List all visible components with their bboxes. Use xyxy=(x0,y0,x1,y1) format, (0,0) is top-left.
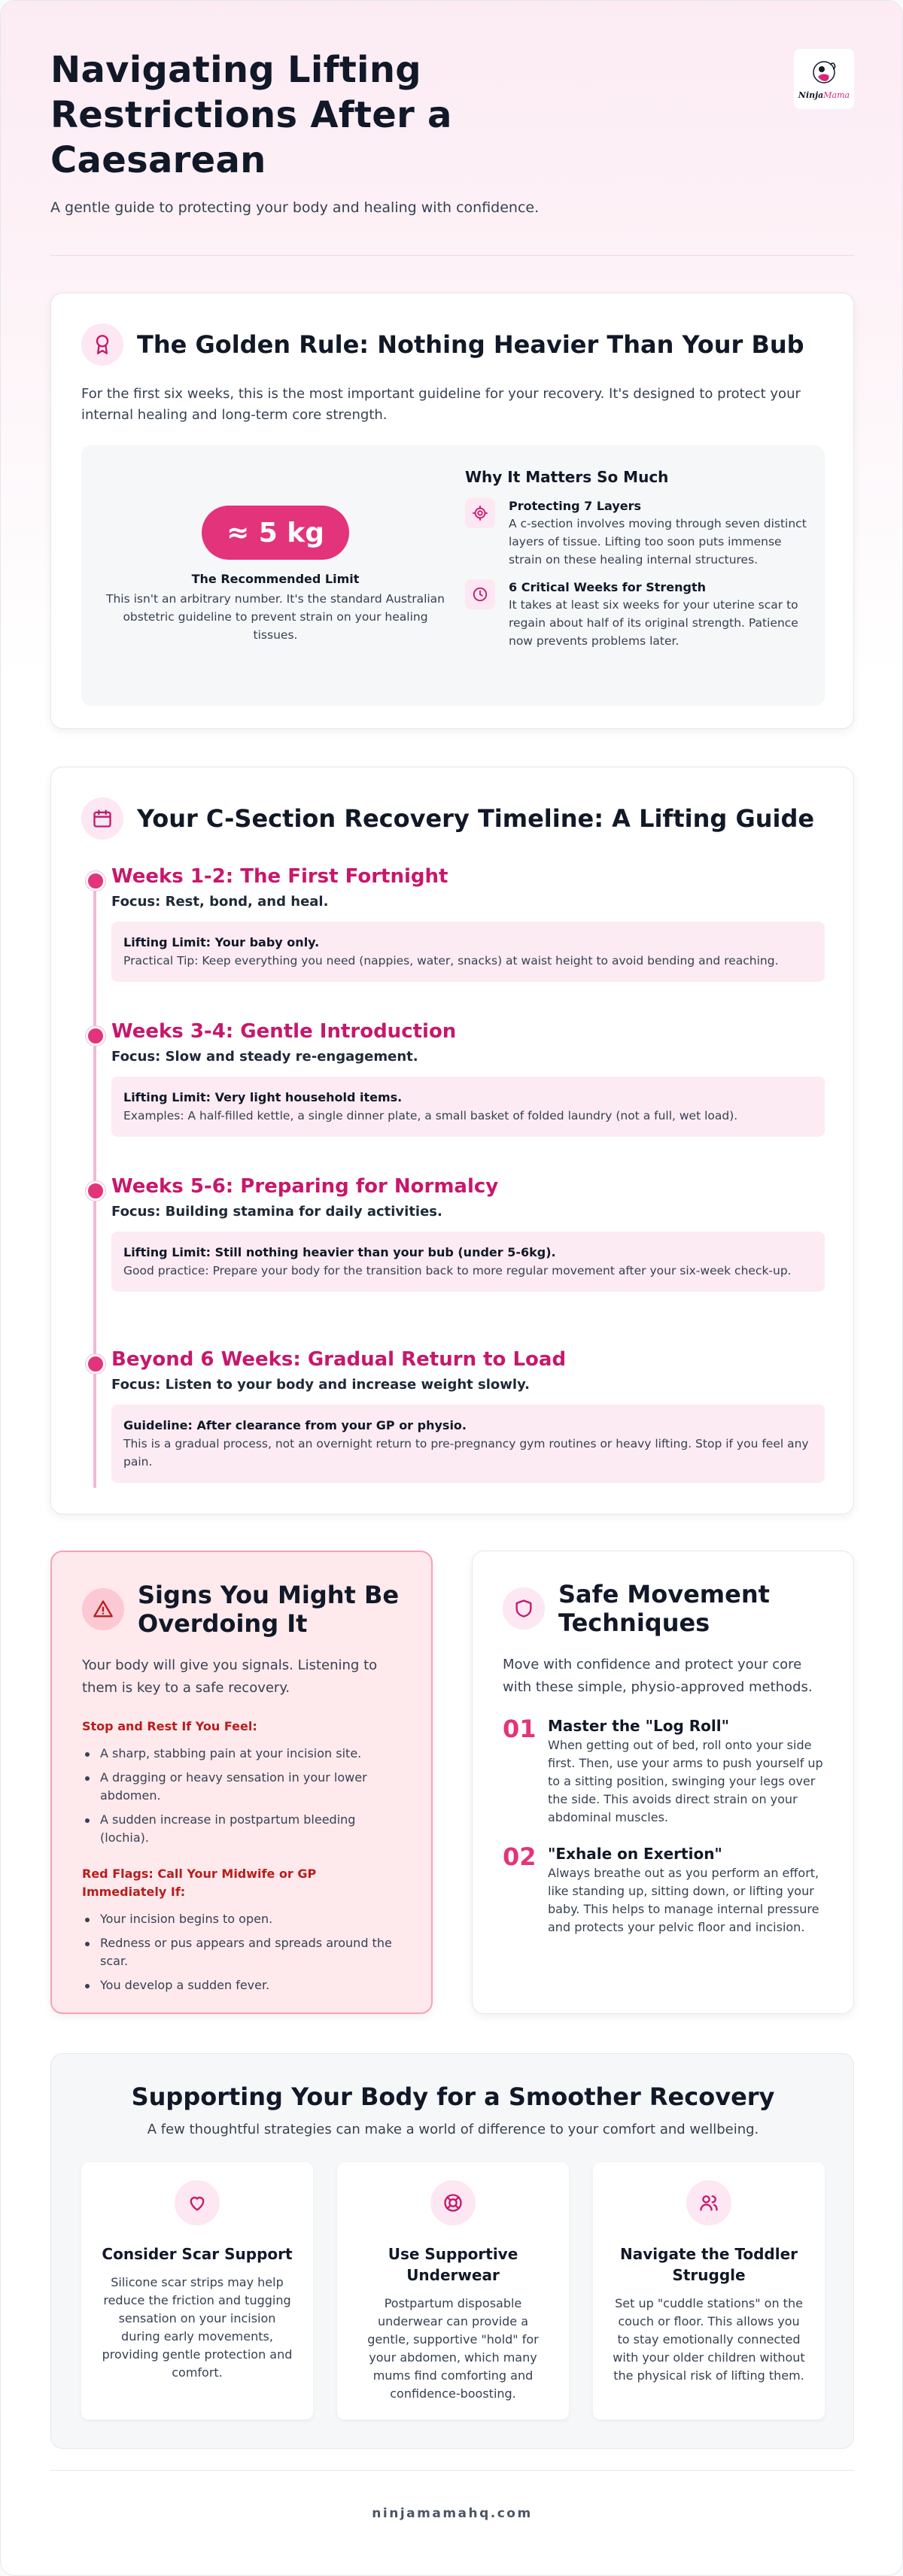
step-number: 01 xyxy=(503,1715,537,1743)
signs-description: Your body will give you signals. Listening to them is key to a safe recovery. xyxy=(82,1657,378,1696)
tip-card xyxy=(593,2162,825,2420)
timeline-focus: Focus: Rest, bond, and heal. xyxy=(111,894,329,910)
footer-divider xyxy=(50,2470,854,2471)
step-title: Master the "Log Roll" xyxy=(548,1717,730,1735)
list-item: Your incision begins to open. xyxy=(82,1910,401,1928)
tip-text: Silicone scar strips may help reduce the friction and tugging sensation on your incision during early movements, providing gentle protection and comfort. xyxy=(102,2275,293,2380)
technique-step xyxy=(503,1715,823,1827)
limit-description: This isn't an arbitrary number. It's the standard Australian obstetric guideline to prevent strain on your healing tissues. xyxy=(105,592,445,642)
timeline-item xyxy=(81,864,825,982)
limit-box-title: Lifting Limit: Your baby only. xyxy=(123,935,320,949)
timeline-limit-box xyxy=(111,922,825,982)
safe-movement-description: Move with confidence and protect your core with these simple, physio-approved methods. xyxy=(503,1657,813,1695)
page-subtitle: A gentle guide to protecting your body and healing with confidence. xyxy=(50,199,540,216)
why-item-title: 6 Critical Weeks for Strength xyxy=(509,580,707,594)
list-item: A sharp, stabbing pain at your incision site. xyxy=(82,1745,401,1763)
timeline-dot xyxy=(86,871,105,891)
timeline-focus: Focus: Listen to your body and increase weight slowly. xyxy=(111,1377,531,1393)
timeline-heading: Weeks 1-2: The First Fortnight xyxy=(111,865,448,888)
limit-box-title: Lifting Limit: Still nothing heavier than your bub (under 5-6kg). xyxy=(123,1245,556,1259)
layers-target-icon xyxy=(465,498,495,528)
red-flags-title: Red Flags: Call Your Midwife or GP Immediately If: xyxy=(82,1867,317,1899)
limit-box-text: Good practice: Prepare your body for the transition back to more regular movement after your six-week check-up. xyxy=(123,1264,792,1277)
limit-box-text: Practical Tip: Keep everything you need (nappies, water, snacks) at waist height to avoid bending and reaching. xyxy=(123,954,779,968)
timeline-title: Your C-Section Recovery Timeline: A Lifting Guide xyxy=(137,804,815,833)
timeline-item xyxy=(81,1019,825,1137)
timeline-item xyxy=(81,1347,825,1483)
timeline-heading: Weeks 5-6: Preparing for Normalcy xyxy=(111,1175,499,1198)
heart-icon xyxy=(175,2180,220,2225)
stop-rest-list xyxy=(82,1745,401,1847)
mother-baby-logo-icon xyxy=(807,59,841,89)
safe-movement-title: Safe Movement Techniques xyxy=(558,1580,770,1637)
warning-triangle-icon xyxy=(82,1588,124,1630)
timeline-focus: Focus: Slow and steady re-engagement. xyxy=(111,1049,418,1065)
golden-rule-intro: For the first six weeks, this is the most important guideline for your recovery. It's designed to protect your internal healing and long-term core strength. xyxy=(81,386,801,423)
limit-box-text: This is a gradual process, not an overnight return to pre-pregnancy gym routines or heavy lifting. Stop if you feel any pain. xyxy=(123,1437,809,1469)
warning-signs-card xyxy=(50,1551,433,2014)
logo-wordmark: NinjaMama xyxy=(798,90,850,100)
shield-icon xyxy=(503,1587,545,1630)
life-buoy-icon xyxy=(430,2180,476,2225)
why-item-text: A c-section involves moving through seven distinct layers of tissue. Lifting too soon puts immense strain on these healing internal structures. xyxy=(509,517,807,567)
timeline-dot xyxy=(86,1026,105,1046)
tip-title: Consider Scar Support xyxy=(102,2245,293,2263)
timeline-heading: Beyond 6 Weeks: Gradual Return to Load xyxy=(111,1348,567,1371)
safe-movement-card xyxy=(472,1551,854,2014)
list-item: You develop a sudden fever. xyxy=(82,1976,401,1994)
list-item: A dragging or heavy sensation in your lower abdomen. xyxy=(82,1769,401,1805)
brand-logo[interactable] xyxy=(794,49,854,109)
timeline-limit-box xyxy=(111,1232,825,1292)
step-number: 02 xyxy=(503,1842,537,1871)
tip-text: Postpartum disposable underwear can provide a gentle, supportive "hold" for your abdomen, which many mums find comforting and confidence-boosting. xyxy=(367,2296,539,2401)
tip-card xyxy=(81,2162,313,2420)
golden-rule-card xyxy=(50,293,854,729)
timeline-dot xyxy=(86,1181,105,1201)
support-section xyxy=(50,2053,854,2449)
page-title: Navigating Lifting Restrictions After a Caesarean xyxy=(50,49,452,181)
tip-card xyxy=(337,2162,569,2420)
list-item: A sudden increase in postpartum bleeding (lochia). xyxy=(82,1811,401,1847)
timeline-dot xyxy=(86,1354,105,1374)
tip-title: Navigate the Toddler Struggle xyxy=(620,2245,798,2284)
tip-text: Set up "cuddle stations" on the couch or floor. This allows you to stay emotionally connected with your older children without the physical risk of lifting them. xyxy=(613,2296,805,2383)
step-title: "Exhale on Exertion" xyxy=(548,1845,722,1863)
why-item xyxy=(465,579,808,650)
red-flags-list xyxy=(82,1910,401,1994)
why-item-title: Protecting 7 Layers xyxy=(509,499,642,513)
calendar-icon xyxy=(81,797,123,840)
header-divider xyxy=(50,255,854,256)
award-icon xyxy=(81,324,123,366)
users-icon xyxy=(686,2180,731,2225)
step-text: When getting out of bed, roll onto your side first. Then, use your arms to push yourself up to a sitting position, swinging your legs over the side. This avoids direct strain on your abdominal muscles. xyxy=(548,1738,823,1824)
limit-title: The Recommended Limit xyxy=(191,572,360,586)
signs-title: Signs You Might Be Overdoing It xyxy=(138,1581,400,1638)
golden-rule-panel xyxy=(81,445,825,706)
limit-badge: ≈ 5 kg xyxy=(202,506,349,560)
footer-website-link[interactable]: ninjamamahq.com xyxy=(372,2506,533,2521)
support-title: Supporting Your Body for a Smoother Recovery xyxy=(131,2082,775,2111)
list-item: Redness or pus appears and spreads around the scar. xyxy=(82,1934,401,1970)
why-item-text: It takes at least six weeks for your uterine scar to regain about half of its original strength. Patience now prevents problems later. xyxy=(509,598,798,648)
why-item xyxy=(465,498,808,569)
tip-title: Use Supportive Underwear xyxy=(388,2245,518,2284)
why-title: Why It Matters So Much xyxy=(465,468,669,486)
timeline-focus: Focus: Building stamina for daily activities. xyxy=(111,1204,442,1220)
support-subtitle: A few thoughtful strategies can make a world of difference to your comfort and wellbeing. xyxy=(147,2122,759,2137)
step-text: Always breathe out as you perform an effort, like standing up, sitting down, or lifting your baby. This helps to manage internal pressure and protects your pelvic floor and incision. xyxy=(548,1866,819,1934)
recovery-timeline-card xyxy=(50,767,854,1514)
timeline-heading: Weeks 3-4: Gentle Introduction xyxy=(111,1020,457,1043)
timeline-limit-box xyxy=(111,1405,825,1483)
technique-step xyxy=(503,1843,823,1937)
why-it-matters xyxy=(465,468,808,661)
timeline-item xyxy=(81,1174,825,1292)
page-header xyxy=(50,47,854,254)
limit-box-text: Examples: A half-filled kettle, a single dinner plate, a small basket of folded laundry (not a full, wet load). xyxy=(123,1109,738,1122)
clock-icon xyxy=(465,579,495,609)
golden-rule-title: The Golden Rule: Nothing Heavier Than Your Bub xyxy=(137,330,804,359)
limit-box-title: Lifting Limit: Very light household items. xyxy=(123,1090,403,1104)
stop-rest-title: Stop and Rest If You Feel: xyxy=(82,1719,257,1733)
limit-box-title: Guideline: After clearance from your GP or physio. xyxy=(123,1418,467,1432)
timeline-limit-box xyxy=(111,1077,825,1137)
